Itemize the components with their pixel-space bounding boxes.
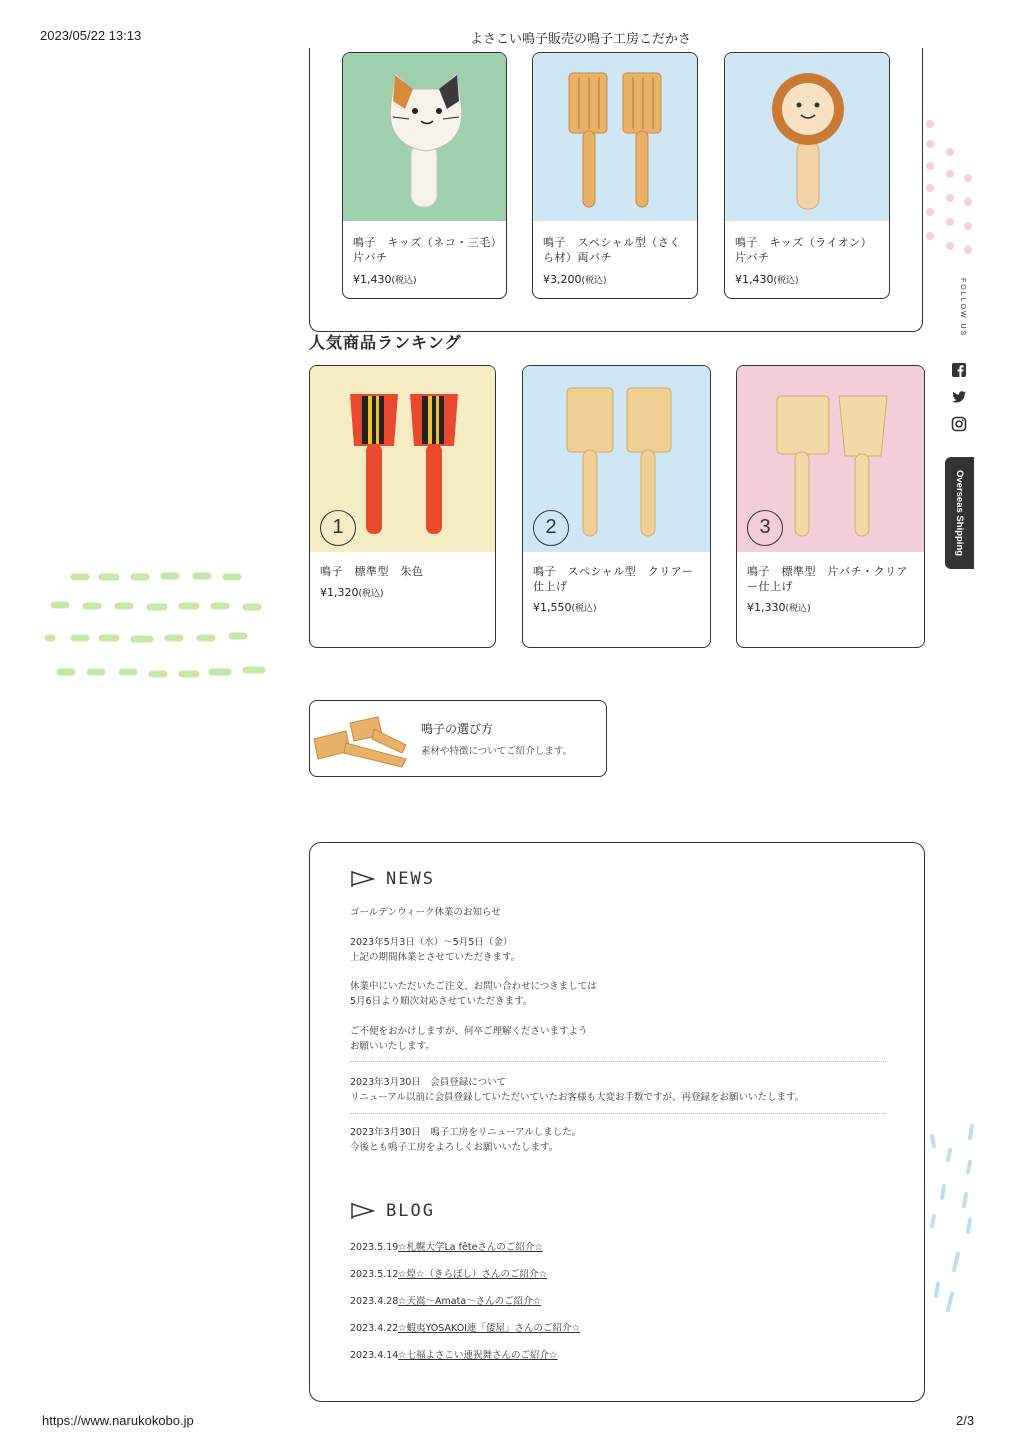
product-name[interactable]: 鳴子 スペシャル型（さくら材）両バチ — [543, 236, 681, 264]
tax-note: (税込) — [391, 276, 417, 286]
blog-link[interactable]: ☆煌☆（きらぼし）さんのご紹介☆ — [398, 1269, 548, 1280]
product-name[interactable]: 鳴子 キッズ（ライオン）片バチ — [735, 236, 873, 264]
product-price — [533, 601, 597, 614]
news-text-line: お願いいたします。 — [350, 1041, 435, 1052]
blog-date: 2023.4.22 — [350, 1323, 399, 1334]
price-value: ¥1,430 — [735, 273, 774, 286]
news-text-line: 今後とも鳴子工房をよろしくお願いいたします。 — [350, 1142, 559, 1153]
print-page-number: 2/3 — [956, 1413, 975, 1428]
news-item-title[interactable]: 2023年3月30日 鳴子工房をリニューアルしました。 — [350, 1127, 582, 1138]
guide-title: 鳴子の選び方 — [421, 722, 494, 736]
price-value: ¥3,200 — [543, 273, 582, 286]
news-text-line: 2023年5月3日（水）～5月5日（金） — [350, 937, 513, 948]
blog-post[interactable] — [350, 1320, 580, 1334]
product-price — [320, 586, 384, 599]
news-heading-text: NEWS — [386, 869, 435, 889]
blog-date: 2023.4.14 — [350, 1350, 399, 1361]
blog-heading-text: BLOG — [386, 1201, 435, 1221]
news-text-line: 休業中にいただいたご注文、お問い合わせにつきましては — [350, 981, 597, 992]
rank-badge: 3 — [747, 510, 783, 546]
product-card-lion[interactable] — [724, 52, 890, 299]
news-text-line: 5月6日より順次対応させていただきます。 — [350, 996, 533, 1007]
product-name[interactable]: 鳴子 キッズ（ネコ・三毛）片バチ — [353, 236, 497, 264]
blog-post[interactable] — [350, 1266, 547, 1280]
news-item-title[interactable]: 2023年3月30日 会員登録について — [350, 1077, 507, 1088]
ranking-card-2[interactable] — [522, 365, 711, 648]
blog-link[interactable]: ☆七福よさこい連祝舞さんのご紹介☆ — [398, 1350, 558, 1361]
ranking-title: 人気商品ランキング — [309, 333, 462, 352]
news-text-line: リニューアル以前に会員登録していただいていたお客様も大変お手数ですが、再登録をお願いいたします。 — [350, 1092, 805, 1103]
blog-link[interactable]: ☆蝦夷YOSAKOI連「倭屋」さんのご紹介☆ — [398, 1323, 580, 1334]
product-image — [725, 53, 889, 221]
blog-link[interactable]: ☆札幌大学La fêteさんのご紹介☆ — [398, 1242, 543, 1253]
news-item-title[interactable]: ゴールデンウィーク休業のお知らせ — [350, 907, 501, 918]
news-blog-panel — [309, 842, 925, 1402]
product-image — [533, 53, 697, 221]
product-name[interactable]: 鳴子 標準型 朱色 — [320, 565, 424, 578]
overseas-shipping-tab[interactable]: Overseas Shipping — [945, 457, 974, 569]
print-datetime: 2023/05/22 13:13 — [40, 28, 142, 43]
product-price — [735, 273, 799, 286]
blog-date: 2023.5.19 — [350, 1242, 399, 1253]
product-card-special-sakura[interactable] — [532, 52, 698, 299]
pennant-icon — [350, 870, 376, 888]
blog-post[interactable] — [350, 1347, 558, 1361]
news-divider — [350, 1113, 886, 1114]
blog-post[interactable] — [350, 1239, 543, 1253]
instagram-icon[interactable] — [951, 416, 967, 432]
product-name[interactable]: 鳴子 スペシャル型 クリアー仕上げ — [533, 565, 694, 593]
pennant-icon — [350, 1202, 376, 1220]
print-page-title: よさこい鳴子販売の鳴子工房こだかさ — [470, 31, 692, 46]
news-text-line: 上記の期間休業とさせていただきます。 — [350, 952, 521, 963]
price-value: ¥1,320 — [320, 586, 359, 599]
guide-description: 素材や特徴についてご紹介します。 — [421, 746, 573, 757]
news-divider — [350, 1061, 886, 1062]
blog-date: 2023.4.28 — [350, 1296, 399, 1307]
product-price — [353, 273, 417, 286]
product-name[interactable]: 鳴子 標準型 片バチ・クリアー仕上げ — [747, 565, 908, 593]
decorative-blue-strokes — [926, 1120, 976, 1320]
naruko-guide-banner[interactable] — [309, 700, 607, 777]
blog-link[interactable]: ☆天嵩〜Amata〜さんのご紹介☆ — [398, 1296, 542, 1307]
naruko-guide-image — [310, 709, 410, 775]
twitter-icon[interactable] — [951, 389, 967, 405]
price-value: ¥1,430 — [353, 273, 392, 286]
rank-badge: 1 — [320, 510, 356, 546]
facebook-icon[interactable] — [951, 362, 967, 378]
tax-note: (税込) — [571, 604, 597, 614]
decorative-green-dashes — [40, 568, 270, 683]
print-url: https://www.narukokobo.jp — [42, 1413, 194, 1428]
ranking-card-1[interactable] — [309, 365, 496, 648]
tax-note: (税込) — [773, 276, 799, 286]
blog-date: 2023.5.12 — [350, 1269, 399, 1280]
product-card-cat[interactable] — [342, 52, 507, 299]
tax-note: (税込) — [358, 589, 384, 599]
product-price — [543, 273, 607, 286]
price-value: ¥1,550 — [533, 601, 572, 614]
product-image — [343, 53, 506, 221]
ranking-card-3[interactable] — [736, 365, 925, 648]
decorative-pink-dots — [922, 118, 974, 268]
tax-note: (税込) — [581, 276, 607, 286]
blog-post[interactable] — [350, 1293, 541, 1307]
price-value: ¥1,330 — [747, 601, 786, 614]
print-header — [0, 28, 1024, 48]
follow-us-label: FOLLOW US — [959, 278, 966, 338]
product-price — [747, 601, 811, 614]
news-text-line: ご不便をおかけしますが、何卒ご理解くださいますよう — [350, 1026, 588, 1037]
tax-note: (税込) — [785, 604, 811, 614]
rank-badge: 2 — [533, 510, 569, 546]
